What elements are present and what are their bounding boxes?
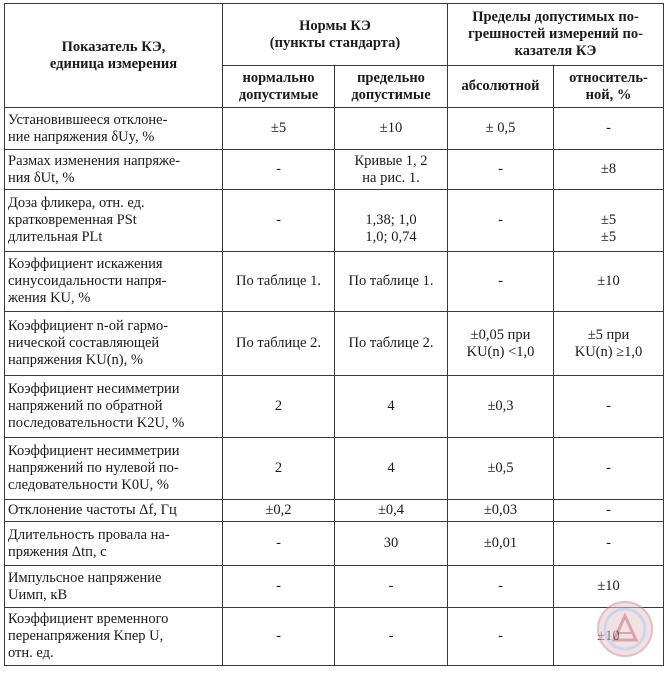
cell-normal: ±5 (223, 108, 335, 150)
table-row (5, 108, 664, 150)
cell-normal: - (223, 608, 335, 666)
header-indicator: Показатель КЭ, единица измерения (5, 4, 223, 108)
cell-rel: - (554, 522, 664, 566)
table-row (5, 252, 664, 312)
header-absolute: абсолютной (448, 66, 554, 108)
cell-max: ±10 (335, 108, 448, 150)
cell-rel: ±5 ±5 (554, 190, 664, 252)
table-row (5, 190, 664, 252)
cell-max: 1,38; 1,0 1,0; 0,74 (335, 190, 448, 252)
cell-rel: - (554, 500, 664, 522)
header-max: предельно допустимые (335, 66, 448, 108)
row-name: Коэффициент временного перенапряжения Kпер U, отн. ед. (5, 608, 223, 666)
cell-max: 4 (335, 438, 448, 500)
circular-logo-icon (596, 600, 654, 658)
cell-rel: ±10 (554, 566, 664, 608)
standards-table-container (4, 3, 664, 666)
cell-rel: - (554, 376, 664, 438)
table-row (5, 376, 664, 438)
header-norms: Нормы КЭ (пункты стандарта) (223, 4, 448, 66)
row-name: Длительность провала на- пряжения Δtп, с (5, 522, 223, 566)
cell-rel: ±8 (554, 150, 664, 190)
table-row (5, 522, 664, 566)
row-name: Коэффициент n-ой гармо- нической составляющей напряжения KU(n), % (5, 312, 223, 376)
cell-max: - (335, 608, 448, 666)
row-name: Коэффициент несимметрии напряжений по нулевой по- следовательности K0U, % (5, 438, 223, 500)
cell-rel: ±10 (554, 252, 664, 312)
cell-abs: - (448, 566, 554, 608)
table-row (5, 150, 664, 190)
cell-normal: По таблице 1. (223, 252, 335, 312)
row-name: Установившееся отклоне- ние напряжения δUy, % (5, 108, 223, 150)
cell-normal: - (223, 522, 335, 566)
table-row (5, 500, 664, 522)
cell-abs: ±0,3 (448, 376, 554, 438)
cell-max: По таблице 2. (335, 312, 448, 376)
table-row (5, 608, 664, 666)
header-row-1 (5, 4, 664, 66)
cell-max: 30 (335, 522, 448, 566)
power-quality-table (4, 3, 664, 666)
row-name: Размах изменения напряже- ния δUt, % (5, 150, 223, 190)
cell-abs: - (448, 608, 554, 666)
cell-abs: - (448, 252, 554, 312)
cell-max: ±0,4 (335, 500, 448, 522)
row-name: Коэффициент искажения синусоидальности напря- жения KU, % (5, 252, 223, 312)
cell-rel: - (554, 438, 664, 500)
row-name: Коэффициент несимметрии напряжений по обратной последовательности K2U, % (5, 376, 223, 438)
cell-rel: ±5 при KU(n) ≥1,0 (554, 312, 664, 376)
cell-abs: ±0,03 (448, 500, 554, 522)
cell-abs: - (448, 190, 554, 252)
cell-normal: По таблице 2. (223, 312, 335, 376)
cell-normal: ±0,2 (223, 500, 335, 522)
row-name: Отклонение частоты Δf, Гц (5, 500, 223, 522)
table-row (5, 312, 664, 376)
cell-abs: - (448, 150, 554, 190)
cell-normal: 2 (223, 438, 335, 500)
cell-normal: - (223, 150, 335, 190)
cell-abs: ±0,01 (448, 522, 554, 566)
header-relative: относитель- ной, % (554, 66, 664, 108)
row-name: Доза фликера, отн. ед. кратковременная PSt длительная PLt (5, 190, 223, 252)
cell-max: Кривые 1, 2 на рис. 1. (335, 150, 448, 190)
cell-max: - (335, 566, 448, 608)
cell-normal: - (223, 190, 335, 252)
header-limits: Пределы допустимых по- грешностей измерений по- казателя КЭ (448, 4, 664, 66)
cell-normal: 2 (223, 376, 335, 438)
cell-normal: - (223, 566, 335, 608)
header-normal: нормально допустимые (223, 66, 335, 108)
cell-max: 4 (335, 376, 448, 438)
cell-abs: ± 0,5 (448, 108, 554, 150)
cell-max: По таблице 1. (335, 252, 448, 312)
table-row (5, 438, 664, 500)
cell-rel: - (554, 108, 664, 150)
table-row (5, 566, 664, 608)
cell-abs: ±0,05 при KU(n) <1,0 (448, 312, 554, 376)
cell-abs: ±0,5 (448, 438, 554, 500)
row-name: Импульсное напряжение Uимп, кВ (5, 566, 223, 608)
